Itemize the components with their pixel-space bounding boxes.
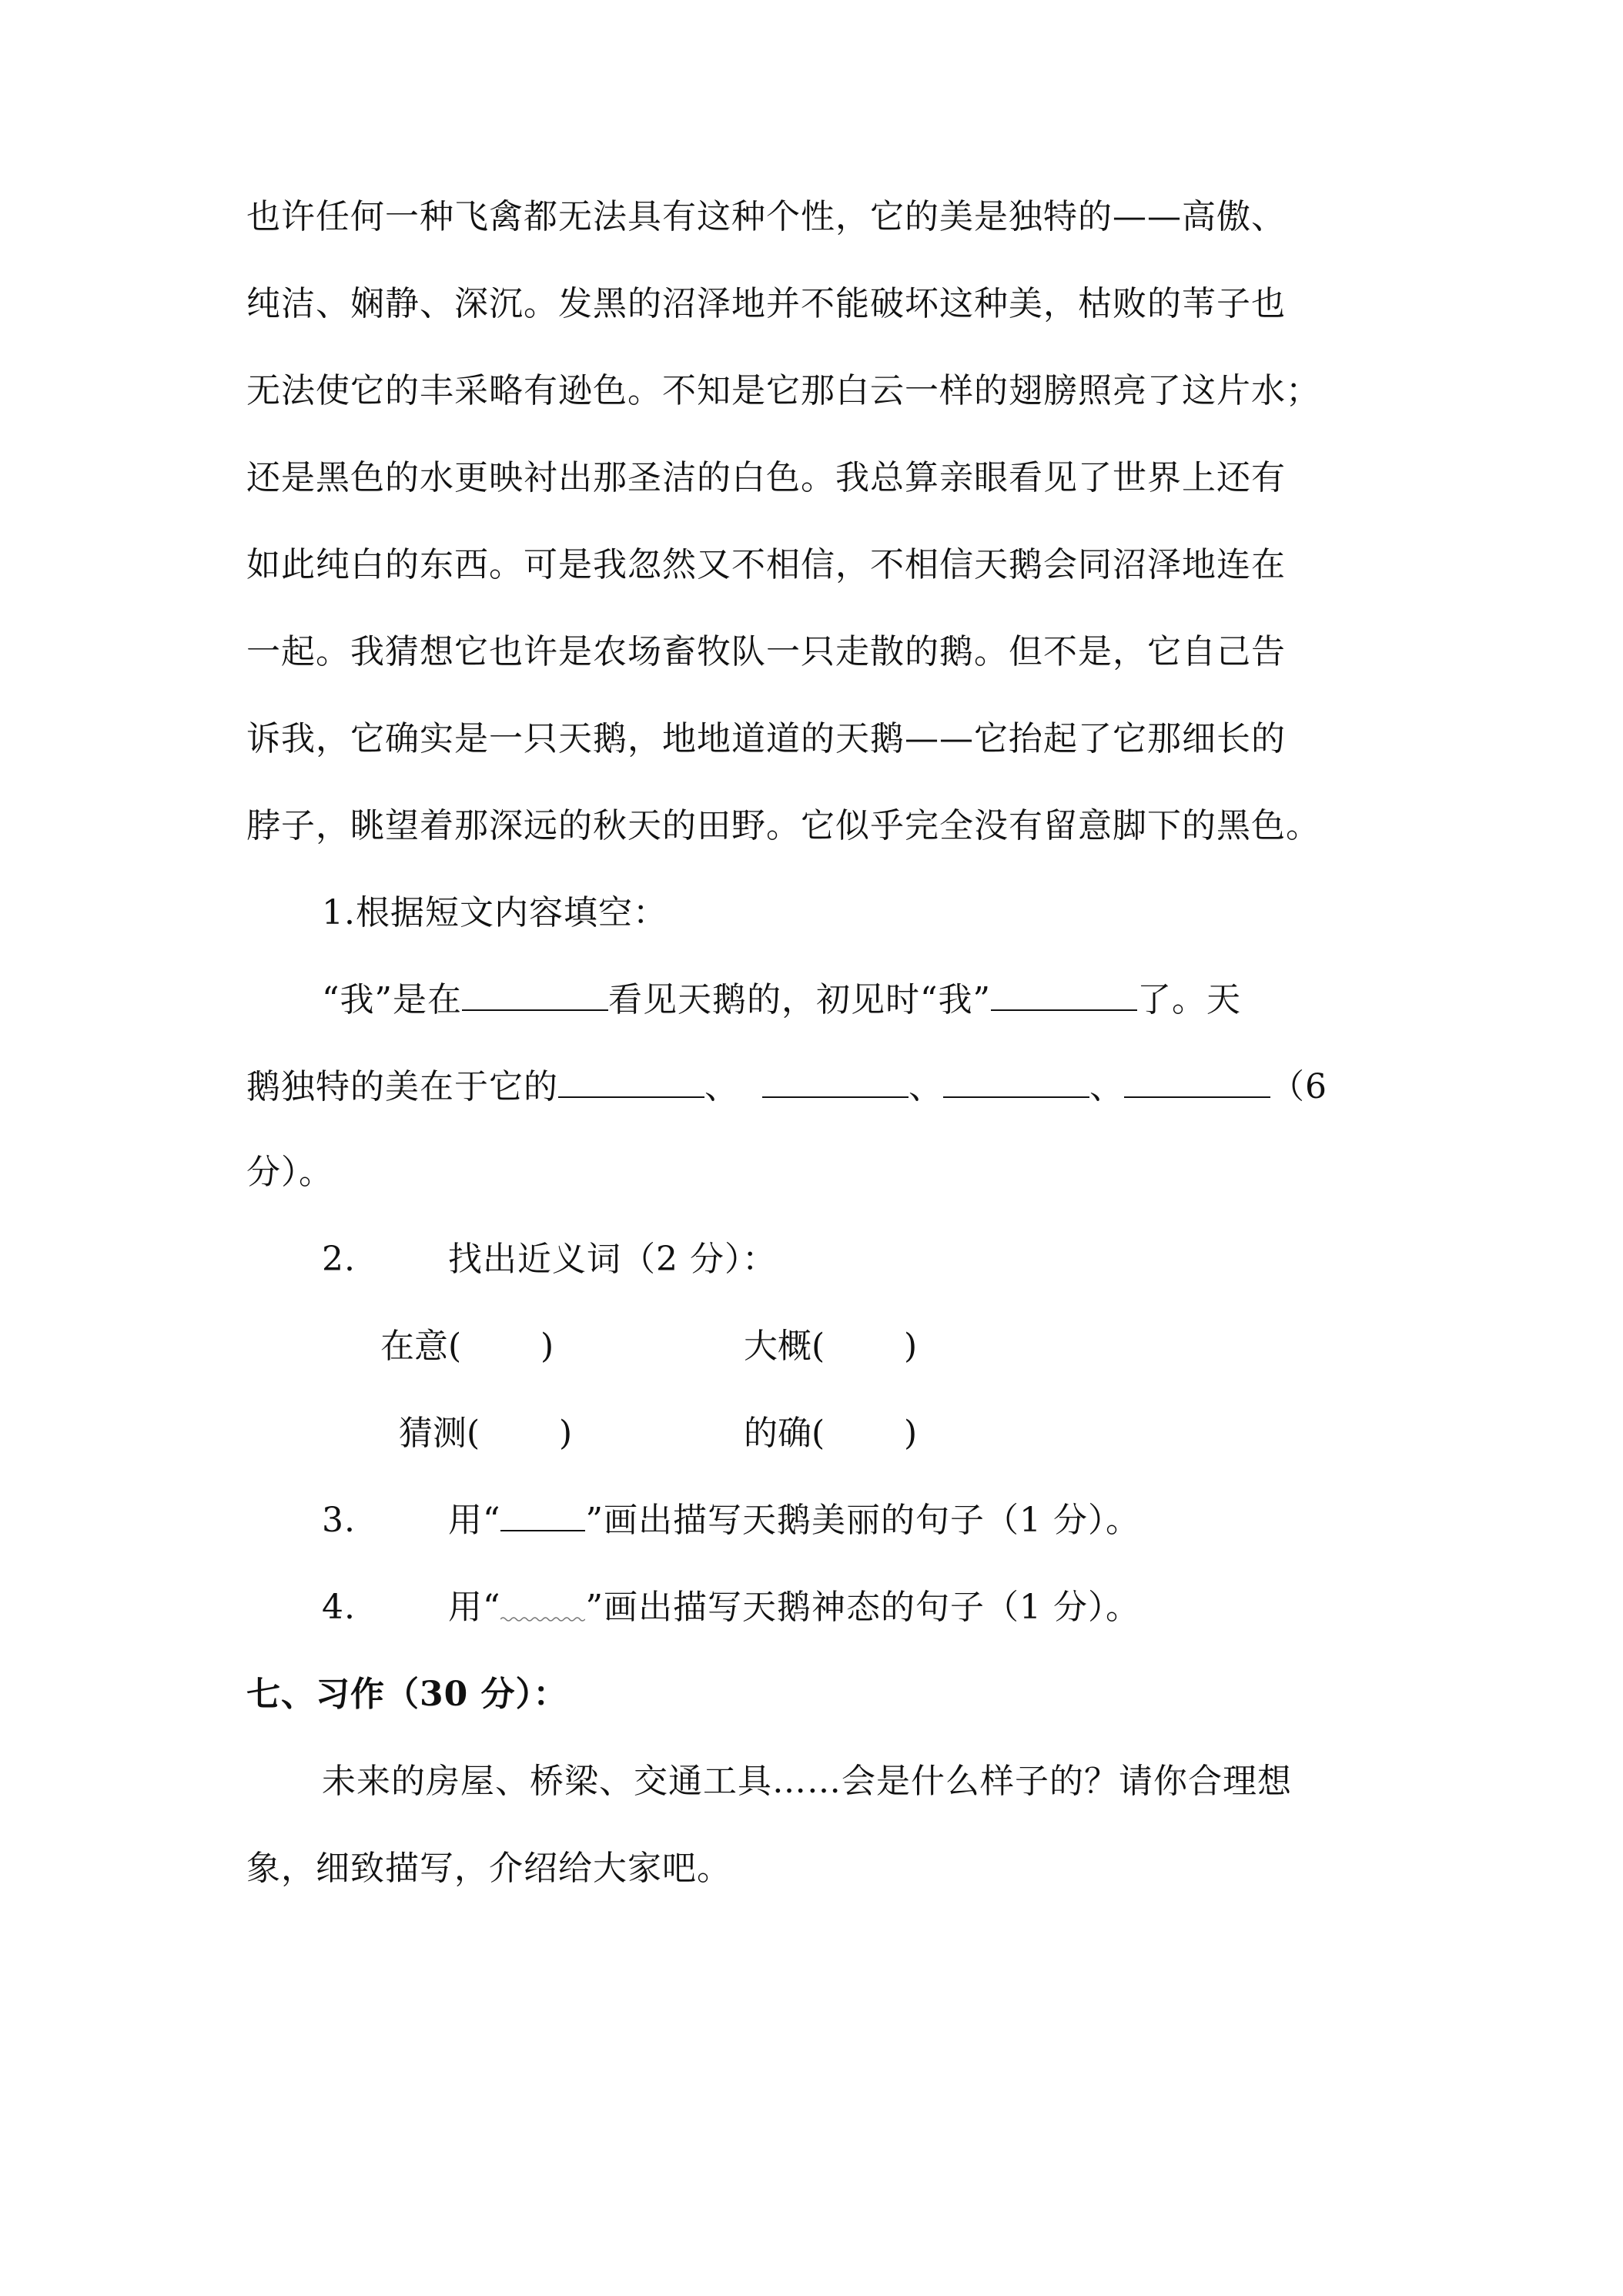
question-number: 2.	[322, 1240, 356, 1279]
straight-underline-sample	[500, 1499, 585, 1531]
question-3	[322, 1498, 1140, 1544]
synonym-word: 在意(	[380, 1327, 462, 1366]
synonym-answer-slot[interactable]: )	[904, 1327, 918, 1366]
passage-line: 一起。我猜想它也许是农场畜牧队一只走散的鹅。但不是，它自己告	[246, 632, 1286, 671]
passage-line: 也许任何一种飞禽都无法具有这种个性，它的美是独特的——高傲、	[246, 197, 1286, 236]
question-text: 用“	[447, 1588, 501, 1627]
synonym-word: 的确(	[744, 1414, 825, 1453]
section-7-heading: 七、习作（30 分）：	[246, 1675, 568, 1714]
question-text: ”画出描写天鹅神态的句子（1 分）。	[585, 1588, 1140, 1627]
answer-blank[interactable]	[558, 1066, 704, 1098]
passage-line: 纯洁、娴静、深沉。发黑的沼泽地并不能破坏这种美，枯败的苇子也	[246, 284, 1286, 323]
q1-separator: 、	[704, 1067, 739, 1106]
question-1-line-1	[322, 977, 1241, 1023]
section-7-prompt: 未来的房屋、桥梁、交通工具……会是什么样子的？请你合理想	[322, 1762, 1292, 1801]
answer-blank[interactable]	[1124, 1066, 1270, 1098]
question-1-line-2	[246, 1064, 1327, 1110]
wavy-underline-sample	[500, 1588, 585, 1618]
synonym-word: 猜测(	[399, 1414, 480, 1453]
q1-text: 了。天	[1137, 980, 1241, 1019]
q1-text: （6	[1270, 1067, 1327, 1106]
q1-separator: 、	[908, 1067, 943, 1106]
q1-text: 看见天鹅的，初见时“我”	[608, 980, 991, 1019]
section-7-prompt: 象，细致描写，介绍给大家吧。	[246, 1849, 731, 1888]
passage-line: 还是黑色的水更映衬出那圣洁的白色。我总算亲眼看见了世界上还有	[246, 458, 1286, 497]
synonym-item	[380, 1324, 554, 1370]
question-1-line-3: 分）。	[246, 1153, 333, 1192]
q1-text: “我”是在	[322, 980, 462, 1019]
question-number: 4.	[322, 1588, 356, 1627]
passage-line: 诉我，它确实是一只天鹅，地地道道的天鹅——它抬起了它那细长的	[246, 719, 1286, 758]
question-text: 用“	[447, 1501, 501, 1540]
answer-blank[interactable]	[943, 1066, 1089, 1098]
synonym-item	[399, 1411, 572, 1457]
q1-separator: 、	[1089, 1067, 1124, 1106]
question-text: 找出近义词（2 分）：	[447, 1240, 777, 1279]
synonym-answer-slot[interactable]: )	[540, 1327, 554, 1366]
q1-text: 鹅独特的美在于它的	[246, 1067, 558, 1106]
question-4	[322, 1585, 1140, 1631]
answer-blank[interactable]	[991, 979, 1137, 1011]
answer-blank[interactable]	[462, 979, 608, 1011]
synonym-answer-slot[interactable]: )	[904, 1414, 918, 1453]
answer-blank[interactable]	[762, 1066, 909, 1098]
passage-line: 脖子，眺望着那深远的秋天的田野。它似乎完全没有留意脚下的黑色。	[246, 806, 1320, 845]
question-2-title	[322, 1237, 777, 1283]
synonym-word: 大概(	[744, 1327, 825, 1366]
passage-line: 如此纯白的东西。可是我忽然又不相信，不相信天鹅会同沼泽地连在	[246, 545, 1286, 584]
synonym-answer-slot[interactable]: )	[559, 1414, 573, 1453]
passage-line: 无法使它的丰采略有逊色。不知是它那白云一样的翅膀照亮了这片水；	[246, 371, 1320, 410]
question-number: 3.	[322, 1501, 356, 1540]
synonym-item	[744, 1324, 917, 1370]
synonym-item	[744, 1411, 917, 1457]
question-text: ”画出描写天鹅美丽的句子（1 分）。	[585, 1501, 1140, 1540]
question-1-title: 1.根据短文内容填空：	[322, 893, 668, 932]
